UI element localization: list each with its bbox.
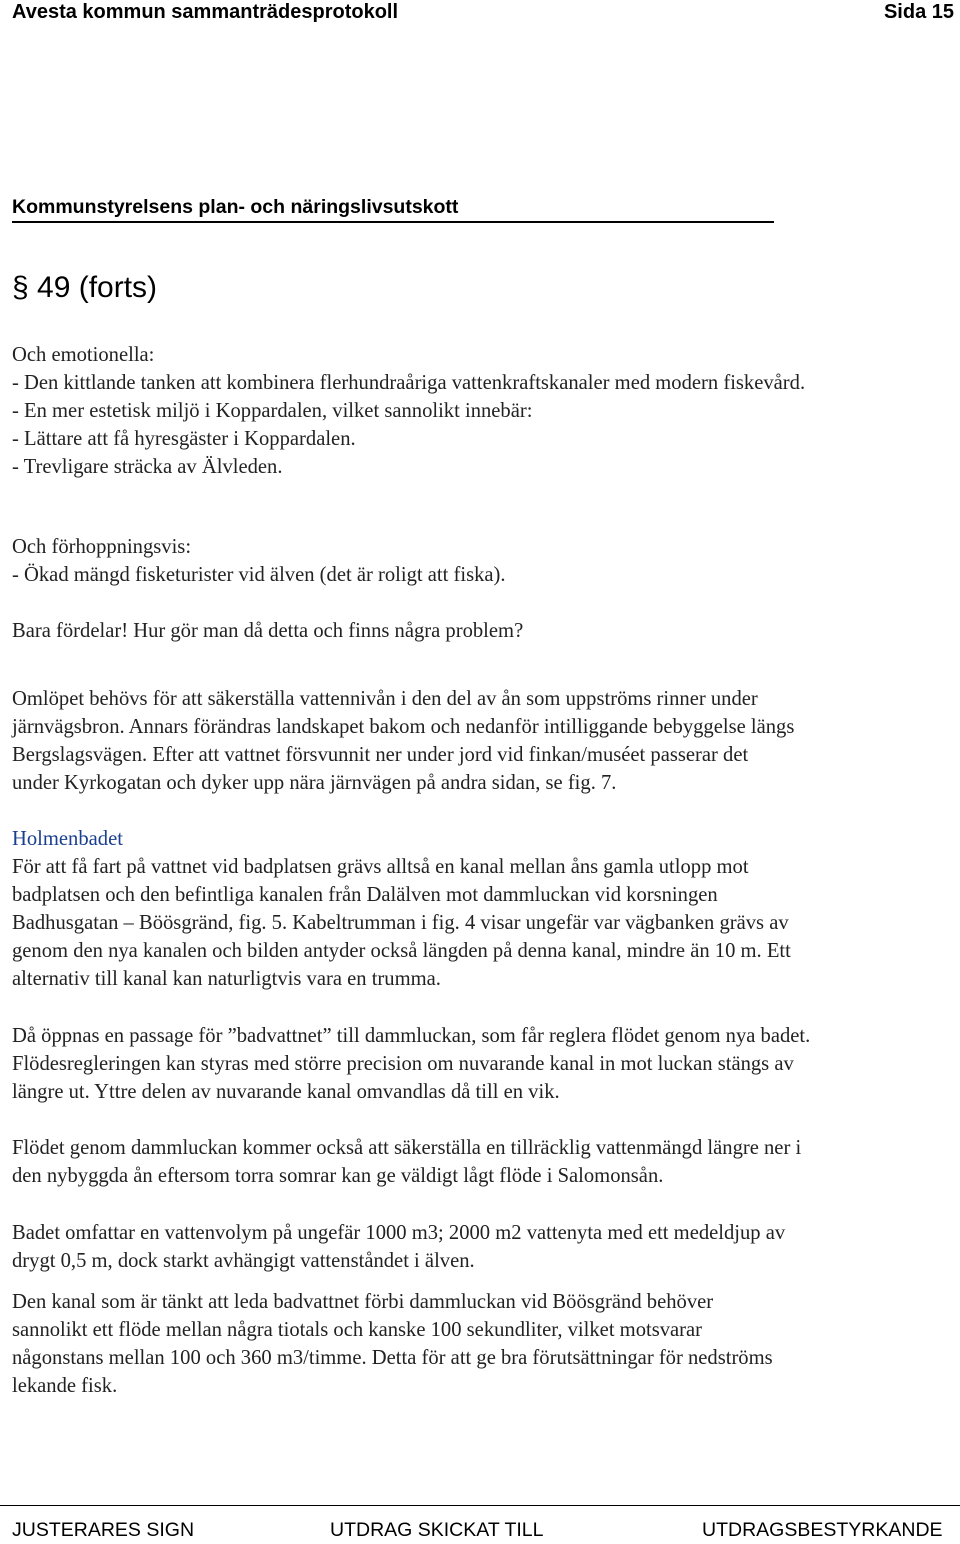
text-line: Badet omfattar en vattenvolym på ungefär 1000 m3; 2000 m2 vattenyta med ett medeldjup av bbox=[12, 1222, 786, 1244]
paragraph-bypass bbox=[12, 685, 956, 797]
paragraph-flow bbox=[12, 1134, 956, 1190]
text-line: sannolikt ett flöde mellan några tiotals och kanske 100 sekundliter, vilket motsvarar bbox=[12, 1319, 703, 1341]
paragraph-hopefully bbox=[12, 533, 956, 589]
text-line: Bara fördelar! Hur gör man då detta och finns några problem? bbox=[12, 620, 524, 642]
signature-label: JUSTERARES SIGN bbox=[12, 1519, 195, 1541]
text-line: - Trevligare sträcka av Älvleden. bbox=[12, 456, 283, 478]
extract-certification-label: UTDRAGSBESTYRKANDE bbox=[702, 1519, 943, 1541]
text-line: lekande fisk. bbox=[12, 1375, 118, 1397]
paragraph-benefits bbox=[12, 617, 956, 645]
text-line: under Kyrkogatan och dyker upp nära järnvägen på andra sidan, se fig. 7. bbox=[12, 772, 617, 794]
paragraph-volume bbox=[12, 1219, 956, 1275]
paragraph-passage bbox=[12, 1022, 956, 1106]
text-line: Då öppnas en passage för ”badvattnet” till dammluckan, som får reglera flödet genom nya badet. bbox=[12, 1025, 811, 1047]
paragraph-holmenbadet bbox=[12, 825, 956, 993]
text-line: Omlöpet behövs för att säkerställa vattennivån i den del av ån som uppströms rinner under bbox=[12, 688, 758, 710]
text-line: Flödet genom dammluckan kommer också att säkerställa en tillräcklig vattenmängd längre ner i bbox=[12, 1137, 802, 1159]
text-line: - Lättare att få hyresgäster i Koppardalen. bbox=[12, 428, 356, 450]
page-footer bbox=[0, 1505, 960, 1541]
committee-name: Kommunstyrelsens plan- och näringslivsutskott bbox=[12, 195, 774, 223]
text-line: den nybyggda ån eftersom torra somrar kan ge väldigt lågt flöde i Salomonsån. bbox=[12, 1165, 664, 1187]
text-line: drygt 0,5 m, dock starkt avhängigt vattenståndet i älven. bbox=[12, 1250, 475, 1272]
text-line: någonstans mellan 100 och 360 m3/timme. Detta för att ge bra förutsättningar för nedströms bbox=[12, 1347, 773, 1369]
text-line: Flödesregleringen kan styras med större precision om nuvarande kanal in mot luckan stängs av bbox=[12, 1053, 794, 1075]
text-line: längre ut. Yttre delen av nuvarande kanal omvandlas då till en vik. bbox=[12, 1081, 560, 1103]
text-line: Och emotionella: bbox=[12, 344, 155, 366]
text-line: Bergslagsvägen. Efter att vattnet försvunnit ner under jord vid finkan/muséet passerar det bbox=[12, 744, 749, 766]
page-number: Sida 15 bbox=[883, 1, 954, 23]
text-line: genom den nya kanalen och bilden antyder också längden på denna kanal, mindre än 10 m. Ett bbox=[12, 940, 791, 962]
document-title: Avesta kommun sammanträdesprotokoll bbox=[12, 1, 399, 23]
text-line: badplatsen och den befintliga kanalen från Dalälven mot dammluckan vid korsningen bbox=[12, 884, 718, 906]
section-title: § 49 (forts) bbox=[12, 271, 158, 304]
text-line: alternativ till kanal kan naturligtvis vara en trumma. bbox=[12, 968, 441, 990]
text-line: Den kanal som är tänkt att leda badvattnet förbi dammluckan vid Böösgränd behöver bbox=[12, 1291, 714, 1313]
text-line: - Den kittlande tanken att kombinera flerhundraåriga vattenkraftskanaler med modern fiskevård. bbox=[12, 372, 806, 394]
text-line: - En mer estetisk miljö i Koppardalen, vilket sannolikt innebär: bbox=[12, 400, 533, 422]
text-line: För att få fart på vattnet vid badplatsen grävs alltså en kanal mellan åns gamla utlopp mot bbox=[12, 856, 749, 878]
holmenbadet-heading: Holmenbadet bbox=[12, 828, 123, 850]
text-line: järnvägsbron. Annars förändras landskapet bakom och nedanför intilliggande bebyggelse längs bbox=[12, 716, 795, 738]
paragraph-emotional bbox=[12, 341, 956, 481]
paragraph-canal bbox=[12, 1288, 956, 1400]
page-header bbox=[12, 0, 954, 28]
extract-sent-label: UTDRAG SKICKAT TILL bbox=[330, 1519, 544, 1541]
text-line: Och förhoppningsvis: bbox=[12, 536, 192, 558]
text-line: Badhusgatan – Böösgränd, fig. 5. Kabeltrumman i fig. 4 visar ungefär var vägbanken grävs av bbox=[12, 912, 789, 934]
text-line: - Ökad mängd fisketurister vid älven (det är roligt att fiska). bbox=[12, 564, 506, 586]
